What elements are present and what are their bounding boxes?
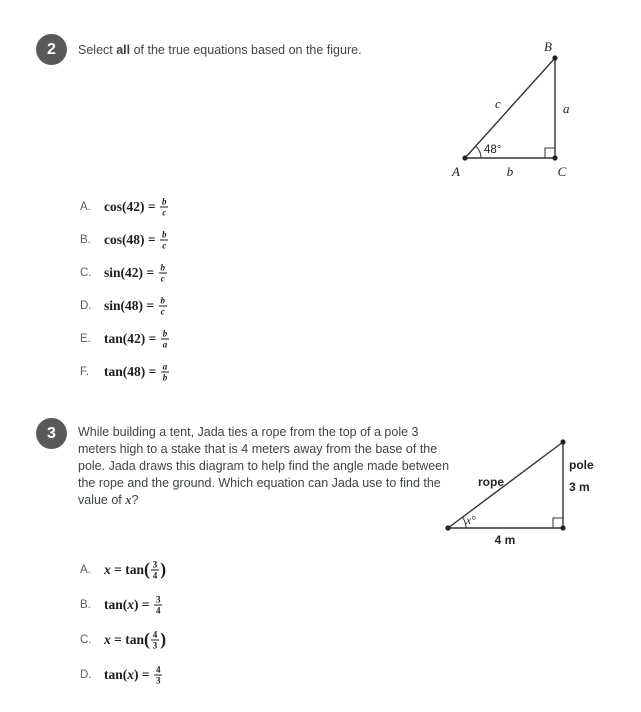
side-label-c: c [495,96,501,111]
option-letter: B. [80,233,91,246]
option-row[interactable] [80,622,166,657]
option-math [104,328,170,350]
math-text: ( [143,628,150,649]
option-math [104,664,163,686]
fraction: $\frac{a}{b}$ [162,361,168,383]
math-text: tan(48) = [104,363,160,379]
option-row[interactable] [80,190,170,223]
option-math [104,594,163,616]
math-text: ( [143,558,150,579]
option-row[interactable] [80,289,170,322]
option-math [104,262,168,284]
rope-label: rope [477,475,505,489]
option-row[interactable] [80,322,170,355]
math-text: sin(42) = [104,264,158,280]
prompt-text: ? [131,493,139,507]
angle-label-48: 48° [484,144,502,156]
question-2-number-badge [36,34,67,65]
vertex-label-c: C [557,164,567,179]
math-text: ) [160,558,167,579]
vertex-dot-b [552,55,557,60]
question-2-triangle-figure [448,33,640,185]
option-letter: C. [80,266,92,279]
option-row[interactable] [80,552,166,587]
vertex-label-a: A [452,164,460,179]
pole-base-vertex-dot [560,525,565,530]
question-2-prompt [78,42,478,59]
math-text: ) = [134,596,153,612]
pole-length-label: 3 m [569,480,590,494]
question-2-options [80,190,170,388]
option-math [104,196,169,218]
option-letter: B. [80,598,91,611]
option-letter: C. [80,633,92,646]
option-row[interactable] [80,256,170,289]
base-length-label: 4 m [494,533,516,547]
question-3-number: 3 [47,424,56,442]
side-label-b: b [506,164,514,179]
fraction: $\frac{4}{3}$ [152,629,158,651]
fraction: $\frac{4}{3}$ [155,664,161,686]
fraction: $\frac{b}{c}$ [160,295,165,317]
math-text: tan( [104,596,128,612]
option-math [104,629,166,651]
fraction: $\frac{b}{c}$ [160,262,165,284]
fraction: $\frac{3}{4}$ [152,559,158,581]
hypotenuse-line [465,58,555,158]
stake-vertex-dot [445,525,450,530]
question-3-prompt [78,424,452,509]
math-text: tan(42) = [104,330,160,346]
prompt-bold-text: all [116,43,131,57]
prompt-text: Select [78,43,117,57]
angle-arc [476,146,481,158]
option-letter: D. [80,668,92,681]
math-variable: x [127,596,134,612]
math-text: cos(42) = [104,198,159,214]
fraction: $\frac{3}{4}$ [155,594,161,616]
math-variable: x [104,631,111,647]
vertex-label-b: B [544,39,552,54]
prompt-text: While building a tent, Jada ties a rope from the top of a pole 3 meters high to a stake that is 4 meters away from the base of the pole. Jada draws this diagram to help find the angle made between the rope and the ground. Which equation can Jada use to find the value of [78,425,450,507]
math-variable: x [104,561,111,577]
angle-x-label: x° [466,515,476,527]
math-text: sin(48) = [104,297,158,313]
question-2-number: 2 [47,40,56,58]
question-3-triangle-figure [435,430,641,548]
option-letter: A. [80,563,91,576]
option-math [104,295,168,317]
pole-top-vertex-dot [560,439,565,444]
prompt-variable: x [125,493,132,507]
option-letter: F. [80,365,89,378]
option-letter: A. [80,200,91,213]
option-row[interactable] [80,223,170,256]
vertex-dot-a [462,155,467,160]
fraction: $\frac{b}{c}$ [161,229,167,251]
math-text: = tan [110,561,144,577]
pole-label: pole [569,458,594,472]
prompt-text: of the true equations based on the figure. [130,43,362,57]
fraction: $\frac{b}{a}$ [162,328,168,350]
option-row[interactable] [80,587,166,622]
option-math [104,559,166,581]
math-text: tan( [104,666,128,682]
option-math [104,361,170,383]
math-variable: x [127,666,134,682]
vertex-dot-c [552,155,557,160]
option-math [104,229,169,251]
math-text: cos(48) = [104,231,159,247]
option-letter: E. [80,332,91,345]
option-row[interactable] [80,355,170,388]
option-letter: D. [80,299,92,312]
math-text: = tan [110,631,144,647]
question-3-options [80,552,166,692]
side-label-a: a [563,101,570,116]
question-3-number-badge [36,418,67,449]
math-text: ) [160,628,167,649]
math-text: ) = [134,666,153,682]
option-row[interactable] [80,657,166,692]
fraction: $\frac{b}{c}$ [161,196,167,218]
